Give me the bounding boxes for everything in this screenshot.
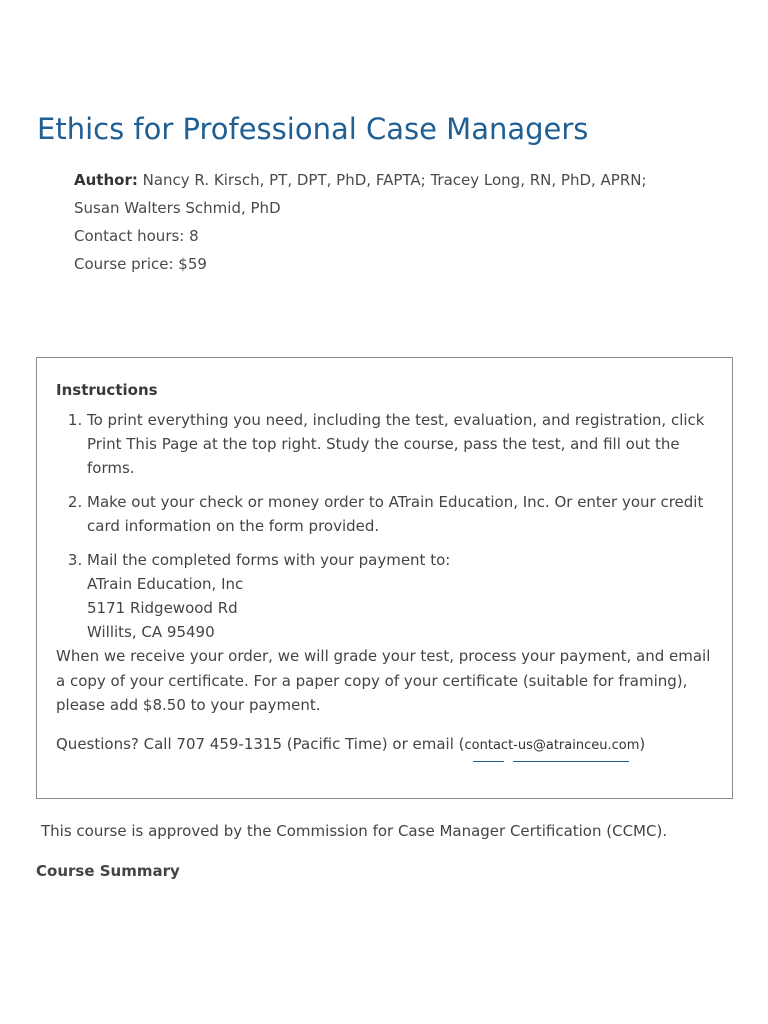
course-meta — [74, 166, 647, 278]
instructions-box — [36, 357, 733, 799]
instruction-step-3 — [87, 548, 713, 644]
email-link[interactable]: contact-us@atrainceu.com — [464, 737, 640, 753]
page-title: Ethics for Professional Case Managers — [37, 112, 589, 146]
author-label: Author: — [74, 171, 138, 189]
author-names-1: Nancy R. Kirsch, PT, DPT, PhD, FAPTA; Tracey Long, RN, PhD, APRN; — [142, 171, 647, 189]
author-names-2: Susan Walters Schmid, PhD — [74, 199, 281, 217]
instructions-heading: Instructions — [56, 381, 158, 399]
instruction-step-1: 1. To print everything you need, including the test, evaluation, and registration, click Print This Page at the top right. Study the course, pass the test, and fill out the forms. — [87, 408, 713, 480]
grading-note: When we receive your order, we will grade your test, process your payment, and email a copy of your certificate. For a paper copy of your certificate (suitable for framing), please add $8.50 to your payment. — [56, 647, 711, 714]
email-underline-left — [473, 761, 504, 762]
address-line-1: ATrain Education, Inc — [87, 575, 244, 593]
course-summary-heading: Course Summary — [36, 862, 180, 880]
course-price: Course price: $59 — [74, 255, 207, 273]
instructions-list — [56, 408, 713, 644]
questions-suffix: ) — [639, 734, 646, 753]
approval-note: This course is approved by the Commission for Case Manager Certification (CCMC). — [41, 822, 668, 840]
address-line-2: 5171 Ridgewood Rd — [87, 599, 238, 617]
instruction-step-2: 2. Make out your check or money order to ATrain Education, Inc. Or enter your credit card information on the form provided. — [87, 490, 713, 538]
address-line-3: Willits, CA 95490 — [87, 623, 215, 641]
author-line — [74, 166, 647, 194]
questions-line — [56, 732, 713, 759]
email-underline-right — [513, 761, 629, 762]
contact-hours: Contact hours: 8 — [74, 227, 199, 245]
instruction-step-3-text: 3. Mail the completed forms with your payment to: — [87, 551, 451, 569]
questions-prefix: Questions? Call 707 459-1315 (Pacific Time) or email ( — [56, 734, 465, 753]
